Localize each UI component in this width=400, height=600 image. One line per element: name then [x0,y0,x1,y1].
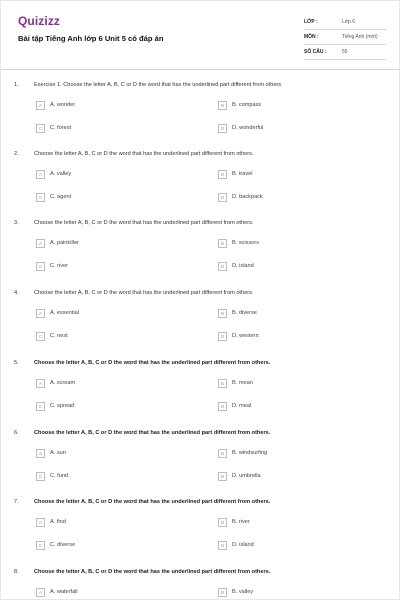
answer-checkbox[interactable]: C [36,541,45,550]
question-2 [1,151,400,221]
answer-text: B. windsurfing [232,450,268,456]
meta-value: Lớp 6 [342,19,356,25]
answer-text: C. spread [50,403,75,409]
answer-checkbox[interactable]: B [218,239,227,248]
question-8 [1,569,400,600]
answer-checkbox[interactable]: C [36,402,45,411]
answer-text: D. meal [232,403,252,409]
answer-checkbox[interactable]: D [218,332,227,341]
question-number: 6. [14,430,19,436]
meta-key: LỚP : [304,19,318,25]
answer-checkbox[interactable]: C [36,193,45,202]
answer-text: D. island [232,263,254,269]
answer-text: B. valley [232,589,254,595]
answer-text: D. wonderful [232,125,264,131]
question-text: Choose the letter A, B, C or D the word that has the underlined part different from others. [34,290,254,296]
answer-text: D. island [232,542,254,548]
answer-checkbox[interactable]: C [36,124,45,133]
question-5 [1,360,400,430]
quizizz-logo: Quizizz [18,14,61,28]
answer-text: A. painkiller [50,240,79,246]
header-divider [1,69,400,70]
answer-text: B. travel [232,171,253,177]
answer-text: C. nest [50,333,68,339]
answer-checkbox[interactable]: B [218,101,227,110]
answer-checkbox[interactable]: B [218,588,227,597]
question-number: 1. [14,82,19,88]
answer-checkbox[interactable]: A [36,518,45,527]
meta-row-subject [304,30,386,45]
answer-text: A. find [50,519,66,525]
question-6 [1,430,400,500]
answer-text: A. valley [50,171,72,177]
question-3 [1,220,400,290]
answer-text: D. backpack [232,194,263,200]
answer-text: D. western [232,333,259,339]
question-number: 5. [14,360,19,366]
answer-text: A. wonder [50,102,76,108]
question-text: Choose the letter A, B, C or D the word that has the underlined part different from others. [34,151,254,157]
answer-text: C. river [50,263,69,269]
answer-checkbox[interactable]: A [36,309,45,318]
question-number: 4. [14,290,19,296]
answer-checkbox[interactable]: B [218,309,227,318]
meta-row-class [304,15,386,30]
question-text: Choose the letter A, B, C or D the word that has the underlined part different from others. [34,360,271,366]
answer-checkbox[interactable]: A [36,588,45,597]
answer-checkbox[interactable]: B [218,518,227,527]
answer-checkbox[interactable]: C [36,332,45,341]
answer-text: A. sun [50,450,66,456]
answer-text: B. river [232,519,250,525]
meta-row-count [304,45,386,60]
answer-checkbox[interactable]: B [218,170,227,179]
answer-checkbox[interactable]: C [36,472,45,481]
question-text: Choose the letter A, B, C or D the word that has the underlined part different from others. [34,220,254,226]
answer-text: C. diverse [50,542,76,548]
answer-text: A. waterfall [50,589,78,595]
question-text: Exercise 1: Choose the letter A, B, C or D the word that has the underlined part different from others [34,82,282,88]
page-title: Bài tập Tiếng Anh lớp 6 Unit 5 có đáp án [18,34,164,43]
answer-text: A. essential [50,310,79,316]
question-1 [1,82,400,152]
answer-text: B. diverse [232,310,257,316]
answer-text: B. compass [232,102,262,108]
answer-checkbox[interactable]: D [218,262,227,271]
answer-checkbox[interactable]: A [36,379,45,388]
answer-checkbox[interactable]: C [36,262,45,271]
meta-value: Tiếng Anh (mới) [342,34,378,40]
meta-panel [304,15,386,60]
answer-text: C. fund [50,473,69,479]
question-number: 2. [14,151,19,157]
answer-checkbox[interactable]: A [36,239,45,248]
answer-text: C. forest [50,125,72,131]
answer-checkbox[interactable]: D [218,193,227,202]
question-number: 7. [14,499,19,505]
answer-checkbox[interactable]: A [36,449,45,458]
answer-checkbox[interactable]: D [218,541,227,550]
question-number: 8. [14,569,19,575]
meta-key: MÔN : [304,34,319,40]
answer-checkbox[interactable]: D [218,402,227,411]
meta-value: 55 [342,49,348,55]
question-text: Choose the letter A, B, C or D the word that has the underlined part different from others. [34,569,271,575]
answer-checkbox[interactable]: B [218,379,227,388]
question-number: 3. [14,220,19,226]
answer-checkbox[interactable]: B [218,449,227,458]
question-text: Choose the letter A, B, C or D the word that has the underlined part different from others. [34,499,271,505]
meta-key: SỐ CÂU : [304,49,327,55]
answer-text: D. umbrella [232,473,261,479]
question-7 [1,499,400,569]
answer-text: B. scissors [232,240,260,246]
question-text: Choose the letter A, B, C or D the word that has the underlined part different from others. [34,430,271,436]
answer-checkbox[interactable]: A [36,170,45,179]
question-4 [1,290,400,360]
answer-text: C. agent [50,194,72,200]
answer-checkbox[interactable]: A [36,101,45,110]
answer-checkbox[interactable]: D [218,124,227,133]
answer-checkbox[interactable]: D [218,472,227,481]
answer-text: A. scream [50,380,76,386]
answer-text: B. mean [232,380,253,386]
